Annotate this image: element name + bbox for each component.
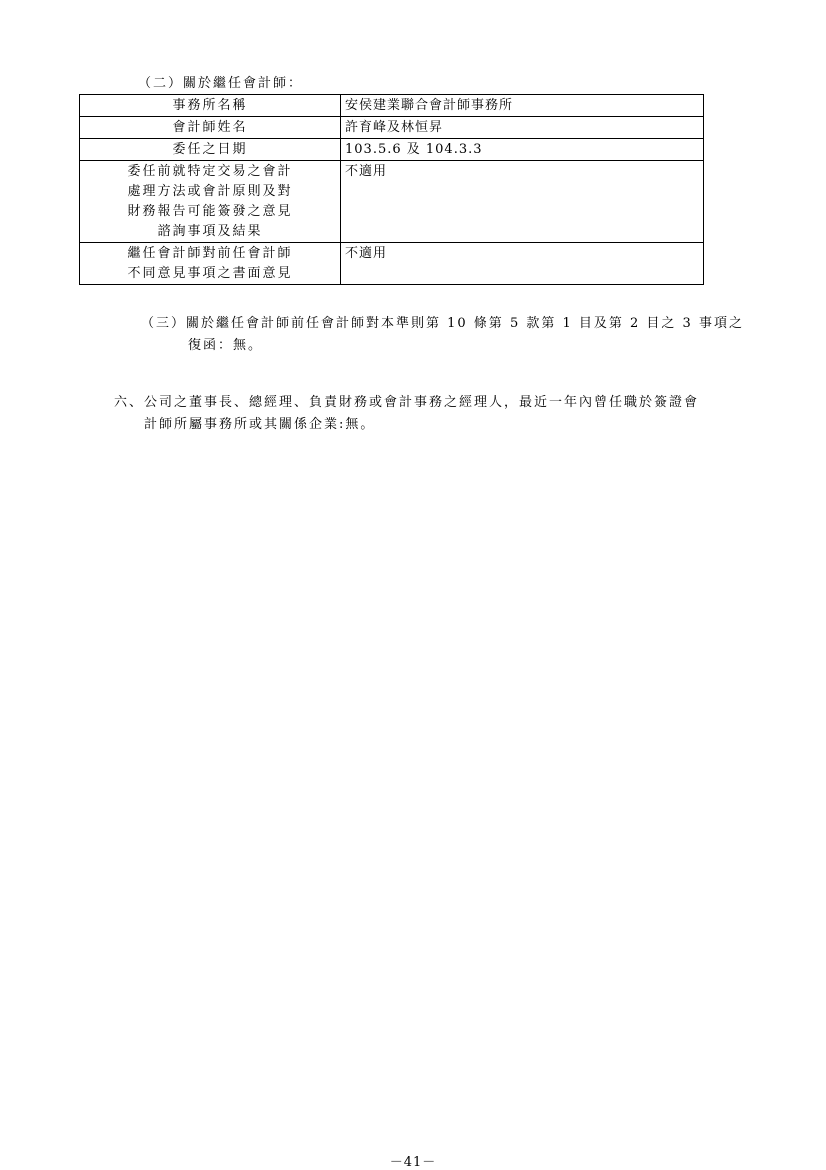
table-row (80, 95, 704, 117)
row-label-pre-appointment-consultation (80, 161, 341, 243)
row-label-appointment-date: 委任之日期 (80, 139, 341, 161)
table-row (80, 117, 704, 139)
successor-auditor-table (79, 94, 704, 285)
section-heading-successor-auditor: （二）關於繼任會計師： (138, 76, 304, 91)
section-6-line-1: 六、公司之董事長、總經理、負責財務或會計事務之經理人，最近一年內曾任職於簽證會 (114, 395, 700, 410)
table-row (80, 161, 704, 243)
section-3-line-1: （三）關於繼任會計師前任會計師對本準則第 10 條第 5 款第 1 目及第 2 目之 3 事項之 (141, 316, 744, 331)
label-line: 財務報告可能簽發之意見 (127, 204, 293, 219)
label-line: 委任前就特定交易之會計 (127, 164, 293, 179)
section-6-line-2: 計師所屬事務所或其關係企業:無。 (144, 417, 376, 432)
label-line: 繼任會計師對前任會計師 (127, 246, 293, 261)
row-label-accountant-names: 會計師姓名 (80, 117, 341, 139)
row-value-firm-name: 安侯建業聯合會計師事務所 (341, 95, 704, 117)
row-label-written-opinion-on-disagreement (80, 243, 341, 285)
label-line: 不同意見事項之書面意見 (127, 266, 293, 281)
section-3-line-2: 復函：無。 (188, 338, 264, 353)
table-row (80, 139, 704, 161)
row-value-appointment-date: 103.5.6 及 104.3.3 (341, 139, 704, 161)
row-value-pre-appointment-consultation: 不適用 (341, 161, 704, 243)
label-line: 處理方法或會計原則及對 (127, 184, 293, 199)
row-value-written-opinion-on-disagreement: 不適用 (341, 243, 704, 285)
row-value-accountant-names: 許育峰及林恒昇 (341, 117, 704, 139)
label-line: 諮詢事項及結果 (157, 224, 263, 239)
page-number: －41－ (389, 1155, 437, 1170)
table-row (80, 243, 704, 285)
row-label-firm-name: 事務所名稱 (80, 95, 341, 117)
